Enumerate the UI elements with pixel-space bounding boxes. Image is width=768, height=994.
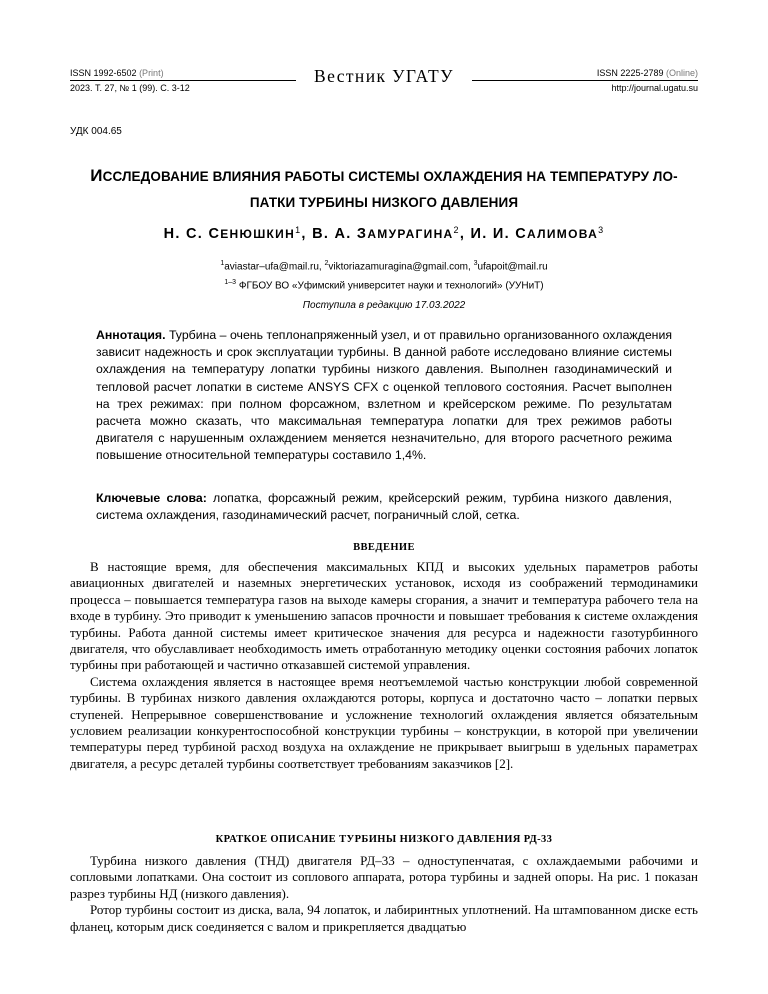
title-line-1: ССЛЕДОВАНИЕ ВЛИЯНИЯ РАБОТЫ СИСТЕМЫ ОХЛАЖДЕНИЯ НА ТЕМПЕРАТУРУ ЛО- [102,169,678,184]
journal-header [70,66,698,106]
volume-info: 2023. Т. 27, № 1 (99). С. 3-12 [70,83,190,93]
author-2: В. А. ЗАМУРАГИНА$^2$ [312,225,460,242]
issn-print-note: (Print) [139,68,164,78]
journal-title: Вестник УГАТУ [70,66,698,86]
affiliation: $^{1-3}$ ФГБОУ ВО «Уфимский университет науки и технологий» (УУНиТ) [224,279,544,292]
keywords-text: лопатка, форсажный режим, крейсерский режим, турбина низкого давления, система охлаждения, газодинамический расчет, пограничный слой, сетка. [96,491,672,523]
paragraph: Система охлаждения является в настоящее время неотъемлемой частью конструкции любой современной турбины. В турбинах низкого давления охлаждаются роторы, корпуса и достаточно часто – лопатки первых ступеней. Непрерывное совершенствование и усложнение технологий охлаждения является обязательным условием реализации конкурентоспособной конструкции турбины – конструкции, в которой при увеличении температуры перед турбиной расход воздуха на охлаждение не прикрывает выигрыш в удельных параметрах двигателя, а ресурс деталей турбины соответствует требованиям заказчиков [2]. [70,673,698,771]
email-3[interactable]: ufapoit@mail.ru [477,261,548,273]
keywords [96,490,672,524]
section-heading-intro: ВВЕДЕНИЕ [353,542,415,553]
issn-print: ISSN 1992-6502 [70,68,137,78]
journal-url[interactable]: http://journal.ugatu.su [611,83,698,93]
issn-online: ISSN 2225-2789 [596,68,664,78]
section-heading-turbine: КРАТКОЕ ОПИСАНИЕ ТУРБИНЫ НИЗКОГО ДАВЛЕНИЯ РД-33 [215,834,553,845]
header-right [597,66,698,96]
section-turbine-body [70,853,698,935]
issn-online-note: (Online) [665,68,698,78]
section-intro-body [70,559,698,772]
email-2[interactable]: viktoriazamuragina@gmail.com, [328,261,474,273]
author-1: Н. С. СЕНЮШКИН$^1$ [163,225,302,242]
title-line-2: ПАТКИ ТУРБИНЫ НИЗКОГО ДАВЛЕНИЯ [249,195,519,210]
udc-code: УДК 004.65 [70,126,122,137]
authors: Н. С. СЕНЮШКИН$^1$, В. А. ЗАМУРАГИНА$^2$, И. И. САЛИМОВА$^3$ [163,225,605,242]
received-date: Поступила в редакцию 17.03.2022 [302,300,466,311]
paragraph: Ротор турбины состоит из диска, вала, 94 лопаток, и лабиринтных уплотнений. На штампованном диске есть фланец, которым диск соединяется с валом и прикрепляется двадцатью [70,902,698,934]
keywords-label: Ключевые слова: [96,491,207,505]
author-emails: $^1$aviastar–ufa@mail.ru, $^2$viktoriazamuragina@gmail.com, $^3$ufapoit@mail.ru [220,260,548,273]
author-3: И. И. САЛИМОВА$^3$ [470,225,605,242]
abstract [96,327,672,465]
paragraph: В настоящие время, для обеспечения максимальных КПД и высоких удельных параметров работы авиационных двигателей и наземных энергетических установок, исходя из соображений термодинамики процесса – повышается температура газов на выходе камеры сгорания, а значит и температура рабочего тела на входе в турбину. Это приводит к уменьшению запасов прочности и повышает требования к системе охлаждения турбины. Работа данной системы имеет критическое значения для ресурса и надежности газотурбинного двигателя, что обуславливает необходимость иметь отработанную методику оценки состояния рабочих лопаток турбины при работающей и частично отказавшей системой управления. [70,559,698,673]
paragraph: Турбина низкого давления (ТНД) двигателя РД–33 – одноступенчатая, с охлаждаемыми рабочими и сопловыми лопатками. Она состоит из соплового аппарата, ротора турбины и задней опоры. На рис. 1 показан разрез турбины НД (низкого давления). [70,853,698,901]
abstract-text: Турбина – очень теплонапряженный узел, и от правильно организованного охлаждения зависит надежность и срок эксплуатации турбины. В данной работе исследовано влияние системы охлаждения на температуру лопатки турбины низкого давления. Выполнен газодинамический и тепловой расчет лопатки в системе ANSYS CFX с оценкой теплового состояния. Расчет выполнен на трех режимах: при полном форсажном, взлетном и крейсерском режиме. По результатам расчета можно сказать, что максимальная температура лопатки для трех режимов работы двигателя с нарушенным охлаждением меняется незначительно, для второго расчетного режима повышение относительной температуры составило 1,4%. [96,328,672,463]
abstract-label: Аннотация. [96,328,166,342]
email-1[interactable]: aviastar–ufa@mail.ru, [224,261,325,273]
article-title [90,163,678,216]
title-first-letter: И [90,166,103,185]
